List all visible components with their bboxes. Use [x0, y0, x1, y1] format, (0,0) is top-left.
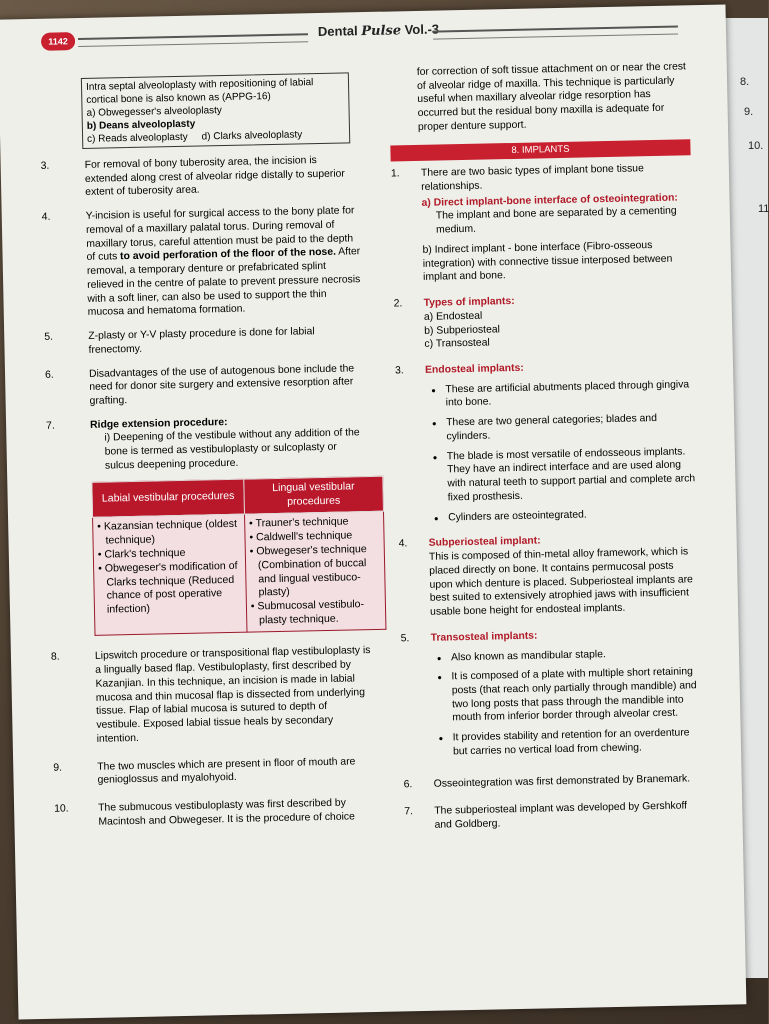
page-number: 1142: [41, 32, 75, 51]
question-box: [81, 72, 350, 149]
bullet-item: • These are artificial abutments placed through gingiva into bone.: [425, 378, 696, 411]
bullet-item: • These are two general categories; blades and cylinders.: [426, 411, 697, 444]
list-item: 10. The submucous vestibuloplasty was first described by Macintosh and Obwegeser. It is the procedure of choice: [54, 797, 355, 828]
table-item: • Kazansian technique (oldest technique): [97, 517, 238, 547]
list-item: 5. Z-plasty or Y-V plasty procedure is done for labial frenectomy.: [44, 326, 315, 356]
lingual-cell: [244, 511, 386, 633]
table-header: Lingual vestibular procedures: [244, 476, 384, 514]
bullet-item: • It is composed of a plate with multiple short retaining posts (that reach only partially through mandible) and two long posts that pass through the mandible into mouth from inferior border through alveolar crest.: [431, 665, 702, 726]
section-title: 8. IMPLANTS: [390, 139, 690, 162]
stub-11: 11: [758, 203, 769, 215]
list-item: 4. Y-incision is useful for surgical access to the bony plate for removal of a maxillary palatal torus. During removal of maxillary torus, careful attention must be paid to the depth of cuts to avoid perforation of the floor of the nose. After removal, a temporary denture or prefabricated splint relieved in the centre of palate to prevent pressure necrosis with a soft liner, can also be used to support the thin mucosa and hematoma formation.: [41, 205, 361, 319]
list-item: 7. The subperiosteal implant was developed by Gershkoff and Goldberg.: [404, 800, 688, 831]
bullet-item: • It provides stability and retention for an overdenture but carries no vertical load from chewing.: [433, 726, 704, 759]
list-item: 8. Lipswitch procedure or transpositional flap vestibuloplasty is a lingually based flap. Vestibuloplasty, first described by Kazanjian. In this technique, an incision is made in labial mucosa and thin mucosal flap is dissected from underlying tissue. Flap of labial mucosa is sutured to depth of vestibule. Exposed labial tissue heals by secondary intention.: [50, 645, 371, 745]
table-item: • Trauner's technique: [248, 515, 349, 530]
stub-9: 9.: [744, 106, 754, 118]
list-item: 3. For removal of bony tuberosity area, the incision is extended along crest of alveolar ridge distally to superior extent of tuberosity area.: [40, 155, 345, 199]
book-page: [0, 4, 746, 1019]
header-rule-left: [78, 33, 308, 47]
list-item: 3. Endosteal implants: • These are artificial abutments placed through gingiva into bone. • These are two general categories; blades and cylinders. • The blade is most versatile of endosseous implants. They have an indirect interface and are used along with natural teeth to support partial and complete arch fixed prosthesis. • Cylinders are osteointegrated.: [395, 358, 698, 526]
table-item: • Caldwell's technique: [249, 529, 353, 544]
labial-cell: [93, 514, 247, 636]
list-item: 6. Disadvantages of the use of autogenous bone include the need for donor site surgery and extensive resorption after grafting.: [44, 362, 355, 407]
right-column: [389, 60, 705, 833]
header-rule-right: [433, 25, 678, 39]
question-stem: Intra septal alveoloplasty with repositioning of labial cortical bone is also known as (APPG-16): [85, 77, 314, 106]
vestibular-table: [91, 475, 386, 636]
list-item: 7. Ridge extension procedure: i) Deepening of the vestibule without any addition of the bone is termed as vestibuloplasty or sulcoplasty or sulcus deepening procedure.: [46, 416, 360, 472]
list-item: 4. Subperiosteal implant: This is composed of thin-metal alloy framework, which is placed directly on bone. It contains permucosal posts upon which denture is placed. Subperiosteal implants are best suited to extensively atrophied jaws with insufficient usable bone height for endosteal implants.: [398, 535, 693, 618]
table-item: • Obwegeser's technique (Combination of buccal and lingual vestibuco-plasty): [249, 542, 367, 599]
bullet-item: • Also known as mandibular staple.: [431, 646, 701, 665]
list-item: 9. The two muscles which are present in floor of mouth are genioglossus and myalohyoid.: [53, 755, 356, 787]
left-column: [39, 72, 375, 830]
list-item: 5. Transosteal implants: • Also known as mandibular staple. • It is composed of a plate with multiple short retaining posts (that reach only partially through mandible) and two long posts that pass through the mandible into mouth from inferior border through alveolar crest. • It provides stability and retention for an overdenture but carries no vertical load from chewing.: [401, 626, 704, 760]
bullet-item: • Cylinders are osteointegrated.: [428, 506, 698, 525]
page-header: [23, 15, 683, 55]
table-item: • Submucosal vestibulo-plasty technique.: [250, 598, 365, 627]
bullet-item: • The blade is most versatile of endosseous implants. They have an indirect interface and are used along with natural teeth to support partial and complete arch fixed prosthesis.: [427, 445, 698, 506]
table-item: • Obwegeser's modification of Clarks technique (Reduced chance of post operative infection): [97, 559, 238, 617]
options-cd: c) Reads alveoloplasty d) Clarks alveoloplasty: [87, 129, 303, 145]
book-title: Dental Pulse Vol.-3: [317, 21, 440, 40]
stub-10: 10.: [748, 140, 764, 152]
list-item: 6. Osseointegration was first demonstrated by Branemark.: [403, 773, 691, 791]
stub-8: 8.: [740, 76, 750, 88]
table-header: Labial vestibular procedures: [92, 479, 245, 517]
table-item: • Clark's technique: [97, 546, 186, 561]
list-item: 1. There are two basic types of implant bone tissue relationships. a) Direct implant-bone interface of osteointegration: The implant and bone are separated by a cementing medium. b) Indirect implant - bone interface (Fibro-osseous integration) with connective tissue interposed between implant and bone.: [390, 163, 678, 284]
continued-text: for correction of soft tissue attachment on or near the crest of alveolar ridge of maxilla. This technique is particularly useful when maxillary alveolar ridge resorption has occurred but the residual bony maxilla is adequate for proper denture support.: [416, 61, 687, 133]
list-item: 2. Types of implants: a) Endosteal b) Subperiosteal c) Transosteal: [393, 296, 515, 351]
option-a: a) Obwegesser's alveoloplasty: [86, 105, 222, 119]
option-b: b) Deans alveoloplasty: [86, 118, 196, 132]
